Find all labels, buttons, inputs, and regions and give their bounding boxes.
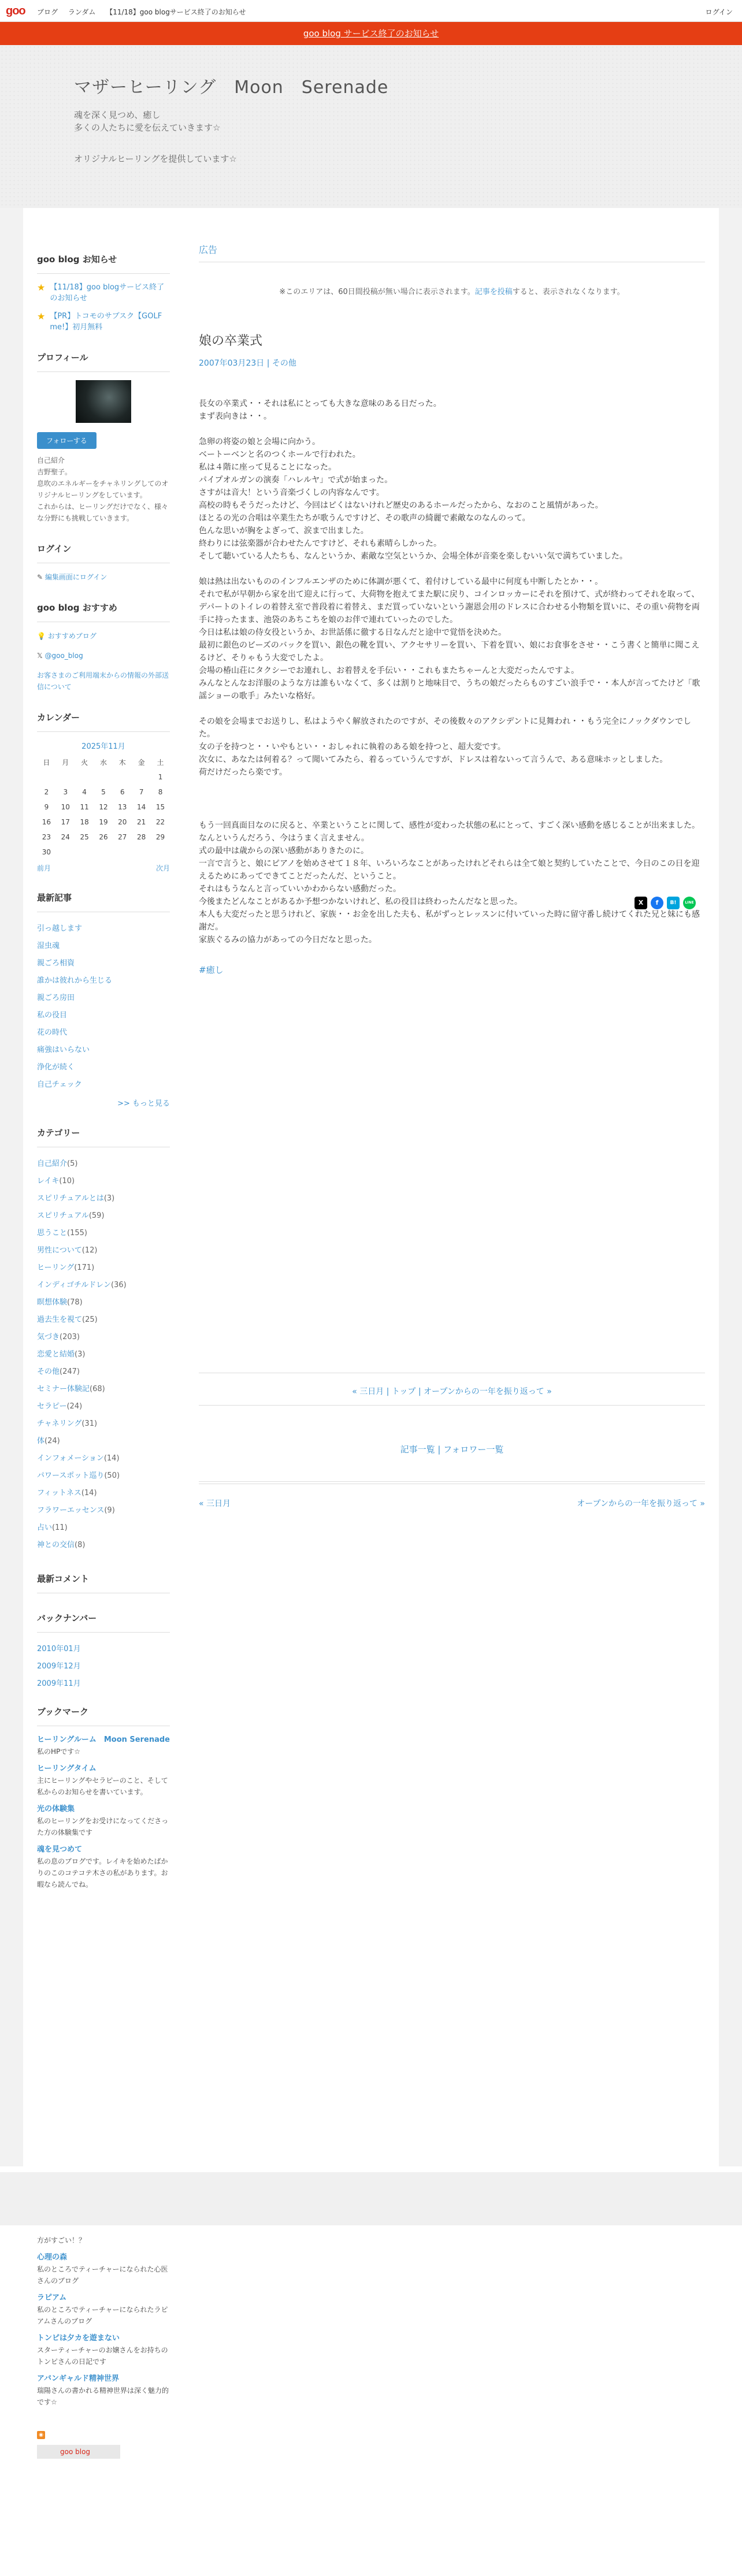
category-name[interactable]: レイキ	[37, 1177, 60, 1185]
post-article-link[interactable]: 記事を投稿	[474, 288, 513, 296]
recent-post-link[interactable]: 私の役目	[37, 1011, 68, 1020]
calendar-day	[94, 845, 113, 860]
backnumber-link[interactable]: 2010年01月	[37, 1645, 81, 1653]
rss-block	[37, 2431, 170, 2459]
widget-category	[37, 1127, 170, 1554]
category-item[interactable]	[37, 1294, 170, 1311]
calendar-day	[94, 770, 113, 785]
category-count: (50)	[104, 1471, 120, 1480]
pencil-icon: ✎	[37, 573, 45, 581]
recent-post-link[interactable]: 自己チェック	[37, 1080, 82, 1089]
backnumber-link[interactable]: 2009年11月	[37, 1679, 81, 1687]
nav-divider-2	[199, 1405, 705, 1406]
category-name[interactable]: 気づき	[37, 1333, 60, 1341]
news-link[interactable]: 【11/18】goo blogサービス終了のお知らせ	[50, 283, 165, 303]
bookmark-list	[37, 1734, 170, 1890]
top-login-link[interactable]: ログイン	[705, 8, 733, 16]
calendar-week	[37, 830, 170, 845]
main-content	[199, 243, 705, 1508]
blog-description-3: オリジナルヒーリングを提供しています☆	[74, 154, 237, 164]
next-post-link[interactable]: オープンからの一年を振り返って »	[577, 1499, 705, 1508]
calendar-prev-link[interactable]: 前月	[37, 864, 51, 872]
category-name[interactable]: その他	[37, 1367, 60, 1376]
star-icon: ★	[37, 282, 46, 293]
nav-divider-3	[199, 1481, 705, 1482]
calendar-day	[113, 845, 132, 860]
nav-prev-link[interactable]: « 三日月	[352, 1387, 384, 1396]
category-name[interactable]: 瞑想体験	[37, 1298, 68, 1307]
bookmark-description: 主にヒーリングやセラピーのこと、そして私からのお知らせを書いています。	[37, 1776, 168, 1796]
calendar-day: 17	[61, 818, 70, 826]
calendar-day: 6	[120, 788, 125, 796]
bookmark-link[interactable]: ヒーリングタイム	[37, 1764, 97, 1773]
category-count: (203)	[60, 1333, 80, 1341]
bookmark-description: スターティーチャーのお嬢さんをお持ちのトンピさんの日記です	[37, 2346, 168, 2366]
widget-news	[37, 253, 170, 333]
calendar-day	[75, 845, 94, 860]
calendar-day: 23	[42, 833, 51, 841]
recent-post-link[interactable]: 痛強はいらない	[37, 1046, 90, 1054]
category-name[interactable]: インディゴチルドレン	[37, 1281, 111, 1289]
post-date[interactable]: 2007年03月23日	[199, 359, 265, 368]
calendar-day	[113, 770, 132, 785]
category-item[interactable]	[37, 1173, 170, 1190]
widget-title-profile: プロフィール	[37, 351, 170, 372]
category-item[interactable]	[37, 1381, 170, 1398]
bookmark-link[interactable]: 光の体験集	[37, 1805, 75, 1813]
post-paragraph: もう一回真面目なのに戻ると、卒業ということに関して、感性が変わった状態の私にとって、すごく深い感動を感じることが出来ました。 なんというんだろう、今はうまく言えません。 式の最中は歳からの深い感動がありきたのに。 一言で言うと、娘にピアノを始めさせて１８年、いろいろなことがあったけれどそれらは全て娘と契約していたことで、今日のこの日を迎えるためにあってできてことだったんだ、ということ。 それはもうなんと言っていいかわからない感動だった。 今後またどんなことがあるか予想つかないけれど、私の役目は終わったんだなと思った。 本人も大変だったと思うけれど、家族・・お金を出した夫も、私がずっとレッスンに付いていった時に留守番し続けてくれた兄と妹にも感謝だ。 家族ぐるみの協力があっての今日だなと思った。	[199, 821, 700, 945]
goo-blog-x-link[interactable]: @goo_blog	[44, 652, 83, 660]
bulb-icon: 💡	[37, 632, 48, 640]
category-name[interactable]: スピリチュアル	[37, 1211, 89, 1220]
category-item[interactable]	[37, 1415, 170, 1433]
calendar-day	[151, 845, 170, 860]
post-category[interactable]: その他	[272, 359, 296, 368]
category-count: (155)	[67, 1229, 87, 1237]
widget-title-comments: 最新コメント	[37, 1573, 170, 1593]
blog-description-1: 魂を深く見つめ、癒し	[74, 110, 161, 120]
prev-post-link[interactable]: « 三日月	[199, 1499, 231, 1508]
bookmark-list-continued	[37, 2235, 170, 2408]
news-item	[37, 282, 170, 304]
ad-title: 広告	[199, 243, 705, 262]
calendar-weekday: 日	[43, 758, 50, 767]
calendar-weekday: 土	[157, 758, 164, 767]
category-name[interactable]: 男性について	[37, 1246, 82, 1255]
category-item[interactable]	[37, 1242, 170, 1259]
category-name[interactable]: 思うこと	[37, 1229, 68, 1237]
service-end-banner	[0, 22, 742, 45]
category-name[interactable]: フラワーエッセンス	[37, 1506, 105, 1515]
category-name[interactable]: インフォメーション	[37, 1454, 104, 1463]
calendar-day: 10	[61, 803, 70, 811]
widget-title-recent: 最新記事	[37, 891, 170, 912]
nav-next-link[interactable]: オープンからの一年を振り返って »	[424, 1387, 552, 1396]
edit-login-link[interactable]: 編集画面にログイン	[44, 573, 107, 581]
bookmark-description: 私のところでティーチャーになられたラピアムさんのブログ	[37, 2306, 168, 2325]
category-item[interactable]	[37, 1277, 170, 1294]
recent-post-link[interactable]: 浄化が続く	[37, 1063, 75, 1072]
blog-description-2: 多くの人たちに愛を伝えていきます☆	[74, 122, 221, 133]
calendar-day	[56, 770, 75, 785]
nav-top-link[interactable]: トップ	[391, 1387, 416, 1396]
calendar-week	[37, 815, 170, 830]
calendar-day: 18	[80, 818, 89, 826]
line-share-icon[interactable]: LINE	[683, 897, 696, 909]
backnumber-link[interactable]: 2009年12月	[37, 1662, 81, 1671]
calendar-day: 5	[101, 788, 106, 796]
calendar-day: 25	[80, 833, 89, 841]
category-name[interactable]: フィットネス	[37, 1489, 81, 1497]
calendar-day	[132, 770, 151, 785]
calendar-day: 2	[44, 788, 49, 796]
star-icon: ★	[37, 311, 46, 322]
category-count: (3)	[75, 1350, 86, 1359]
category-count: (14)	[81, 1489, 97, 1497]
calendar-weekday: 水	[99, 758, 107, 767]
post-body	[199, 397, 705, 946]
category-count: (24)	[44, 1437, 60, 1445]
category-count: (3)	[103, 1194, 115, 1203]
calendar-day: 29	[155, 833, 165, 841]
widget-title-bookmark: ブックマーク	[37, 1705, 170, 1726]
bookmark-description: 私のところでティーチャーになられた心医さんのブログ	[37, 2265, 168, 2285]
bookmark-description: 私のHPです☆	[37, 1748, 81, 1756]
calendar-day: 22	[155, 818, 165, 826]
category-count: (36)	[111, 1281, 127, 1289]
bookmark-link[interactable]: ラピアム	[37, 2294, 67, 2302]
bookmark-link[interactable]: 心理の森	[37, 2253, 68, 2262]
category-count: (12)	[81, 1246, 98, 1255]
calendar-weekday: 木	[118, 758, 126, 767]
calendar-day: 14	[137, 803, 146, 811]
category-item[interactable]	[37, 1537, 170, 1554]
follower-list-link[interactable]: フォロワー一覧	[443, 1444, 504, 1455]
category-item[interactable]	[37, 1363, 170, 1381]
category-name[interactable]: 占い	[37, 1523, 53, 1532]
widget-profile	[37, 351, 170, 524]
widget-recommend	[37, 601, 170, 693]
calendar-day: 11	[80, 803, 89, 811]
category-name[interactable]: 体	[37, 1437, 45, 1445]
calendar-day: 16	[42, 818, 51, 826]
recent-post-link[interactable]: 花の時代	[37, 1028, 68, 1037]
recent-post-link[interactable]: 湿虫魂	[37, 942, 60, 950]
category-item[interactable]	[37, 1433, 170, 1450]
recent-post-link[interactable]: 引っ越します	[37, 924, 83, 933]
bookmark-link[interactable]: トンピは夕カを遊まない	[37, 2334, 120, 2343]
widget-title-calendar: カレンダー	[37, 711, 170, 732]
sidebar	[37, 253, 170, 1909]
category-item[interactable]	[37, 1207, 170, 1225]
calendar-weekday: 火	[81, 758, 88, 767]
calendar-day: 27	[118, 833, 127, 841]
calendar-day: 24	[61, 833, 70, 841]
category-name[interactable]: スピリチュアルとは	[37, 1194, 104, 1203]
calendar-day: 8	[158, 788, 163, 796]
x-icon: 𝕏	[37, 652, 45, 660]
goo-logo[interactable]: goo	[6, 5, 25, 17]
category-name[interactable]: セラピー	[37, 1402, 67, 1411]
ad-note	[199, 285, 705, 296]
news-item	[37, 311, 170, 333]
post-meta: 2007年03月23日 | その他	[199, 359, 296, 368]
sidebar-continued	[37, 2235, 170, 2459]
service-end-link[interactable]: goo blog サービス終了のお知らせ	[303, 28, 439, 39]
category-count: (14)	[103, 1454, 120, 1463]
calendar-day	[75, 770, 94, 785]
recent-post-link[interactable]: 親ごろ房田	[37, 994, 75, 1002]
category-count: (10)	[59, 1177, 75, 1185]
category-item[interactable]	[37, 1259, 170, 1277]
calendar-day: 30	[42, 848, 51, 856]
category-count: (11)	[52, 1523, 68, 1532]
calendar-week	[37, 800, 170, 815]
calendar-week	[37, 785, 170, 800]
recent-more-link[interactable]: >> もっと見る	[117, 1099, 170, 1108]
goo-blog-footer-logo[interactable]: goo blog	[37, 2445, 120, 2459]
category-count: (25)	[82, 1315, 98, 1324]
calendar-day: 12	[99, 803, 108, 811]
category-name[interactable]: ヒーリング	[37, 1263, 75, 1272]
recent-post-link[interactable]: 誰かは彼れから生じる	[37, 976, 113, 985]
x-share-icon[interactable]: X	[635, 897, 647, 909]
calendar-day: 1	[158, 773, 163, 781]
widget-title-category: カテゴリー	[37, 1127, 170, 1147]
category-name[interactable]: パワースポット巡り	[37, 1471, 105, 1480]
article-list-link[interactable]: 記事一覧	[400, 1444, 435, 1455]
calendar-day: 20	[118, 818, 127, 826]
category-item[interactable]	[37, 1502, 170, 1519]
category-item[interactable]	[37, 1329, 170, 1346]
blog-header	[0, 45, 742, 208]
category-count: (24)	[66, 1402, 83, 1411]
calendar-day: 21	[137, 818, 146, 826]
category-item[interactable]	[37, 1398, 170, 1415]
category-name[interactable]: 自己紹介	[37, 1159, 68, 1168]
category-name[interactable]: 神との交信	[37, 1541, 75, 1549]
external-transmission-link[interactable]: お客さまのご利用端末からの情報の外部送信について	[37, 671, 169, 691]
calendar-day: 7	[139, 788, 144, 796]
widget-title-news: goo blog お知らせ	[37, 253, 170, 274]
category-count: (5)	[67, 1159, 78, 1168]
post-paragraph: 急卵の将姿の娘と会場に向かう。 ベートーベンと名のつくホールで行われた。 私は４階に座って見ることになった。 パイプオルガンの演奏「ハレルヤ」で式が始まった。 さすがは音大！という音楽づくしの内容なんです。 高校の時もそうだったけど、今回はピくはないけれど歴史のあるホールだったから、なおのこと風情があった。 ほとるの光の合唱は卒業生たちが歌うんですけど、その歌声の綺麗で素敵なのなんのって。 色んな思いが胸をよぎって、涙まで出ました。 終わりには弦楽器が合わせたんですけど、それも素晴らしかった。 そして聴いている人たちも、なんというか、素敵な空気というか、会場全体が音楽を楽しむいい気で満ちていました。	[199, 437, 628, 561]
recent-post-link[interactable]: 親ごろ相資	[37, 959, 75, 968]
category-item[interactable]	[37, 1519, 170, 1537]
category-item[interactable]	[37, 1225, 170, 1242]
category-item[interactable]	[37, 1467, 170, 1485]
bookmark-description: 方がすごい！？	[37, 2236, 86, 2244]
bookmark-link[interactable]: 魂を見つめて	[37, 1845, 83, 1854]
widget-title-recommend: goo blog おすすめ	[37, 601, 170, 622]
category-count: (8)	[75, 1541, 86, 1549]
calendar-day: 28	[137, 833, 146, 841]
calendar-month: 2025年11月	[81, 742, 125, 751]
calendar-table	[37, 754, 170, 860]
post-title[interactable]: 娘の卒業式	[199, 334, 263, 348]
backnumber-list	[37, 1641, 170, 1687]
share-buttons	[635, 897, 696, 909]
bookmark-link[interactable]: アバンギャルド精神世界	[37, 2374, 119, 2383]
category-name[interactable]: 恋愛と結婚	[37, 1350, 75, 1359]
recommend-blog-link[interactable]: おすすめブログ	[47, 632, 97, 640]
widget-calendar	[37, 711, 170, 873]
category-count: (31)	[81, 1419, 98, 1428]
widget-bookmark	[37, 1705, 170, 1890]
profile-image	[76, 380, 131, 423]
category-count: (68)	[90, 1385, 105, 1393]
post-tag[interactable]: #癒し	[199, 965, 224, 975]
calendar-day: 26	[99, 833, 108, 841]
calendar-next-link[interactable]: 次月	[155, 864, 170, 872]
widget-title-backnumber: バックナンバー	[37, 1612, 170, 1633]
post-paragraph: その娘を会場までお送りし、私はようやく解放されたのですが、その後数々のアクシデントに見舞われ・・もう完全にノックダウンでした。 女の子を持つと・・いやもとい・・おしゃれに執着のある娘を持つと、超大変です。 次女に、あなたは何着る？って聞いてみたら、着るっていうんですが、ドレスは着ないって言うんで、ある意味ホッとしました。 荷だけだったら楽です。	[199, 717, 692, 777]
widget-recent	[37, 891, 170, 1108]
facebook-share-icon[interactable]: f	[651, 897, 663, 909]
widget-backnumber	[37, 1612, 170, 1687]
recent-list	[37, 920, 170, 1094]
post-paragraph: 長女の卒業式・・それは私にとっても大きな意味のある日だった。 まず表向きは・・。	[199, 399, 442, 421]
nav-service-end[interactable]: 【11/18】goo blogサービス終了のお知らせ	[106, 8, 246, 16]
footer-strip	[0, 2172, 742, 2225]
category-count: (247)	[60, 1367, 80, 1376]
calendar-day: 15	[155, 803, 165, 811]
category-item[interactable]	[37, 1346, 170, 1363]
hatena-share-icon[interactable]: B!	[667, 897, 680, 909]
category-name[interactable]: チャネリング	[37, 1419, 82, 1428]
calendar-day	[132, 845, 151, 860]
calendar-weekday: 金	[138, 758, 145, 767]
widget-login	[37, 542, 170, 583]
profile-text: 自己紹介 吉野聖子。 息吹のエネルギーをチャネリングしてのオリジナルヒーリングをしています。 これからは、ヒーリングだけでなく、様々な分野にも挑戦していきます。	[37, 456, 169, 522]
rss-icon[interactable]: ◉	[37, 2431, 45, 2439]
calendar-day	[37, 770, 56, 785]
pager	[199, 1484, 705, 1509]
top-nav	[37, 7, 254, 17]
category-count: (78)	[67, 1298, 83, 1307]
category-item[interactable]	[37, 1190, 170, 1207]
category-item[interactable]	[37, 1485, 170, 1502]
widget-title-login: ログイン	[37, 542, 170, 563]
bookmark-description: 私のヒーリングをお受けになってくださった方の体験集です	[37, 1817, 169, 1837]
calendar-day: 3	[63, 788, 68, 796]
category-list	[37, 1155, 170, 1554]
bookmark-description: 瑞陽さんの書かれる精神世界は深く魅力的です☆	[37, 2387, 169, 2406]
ad-note-text: ※このエリアは、60日間投稿が無い場合に表示されます。	[279, 288, 475, 296]
follow-button[interactable]: フォローする	[37, 432, 97, 449]
calendar-day	[56, 845, 75, 860]
calendar-day: 13	[118, 803, 127, 811]
list-nav: 記事一覧 | フォロワー一覧	[400, 1444, 504, 1455]
ad-note-text-tail: すると、表示されなくなります。	[512, 288, 625, 296]
category-name[interactable]: セミナー体験記	[37, 1385, 90, 1393]
category-count: (171)	[74, 1263, 95, 1272]
category-name[interactable]: 過去生を視て	[37, 1315, 83, 1324]
calendar-week	[37, 845, 170, 860]
calendar-day: 19	[99, 818, 108, 826]
post-paragraph: 娘は熱は出ないもののインフルエンザのために体調が悪くて、着付けしている最中に何度も中断したとか・・。 それで私が早朝から家を出て迎えに行って、大荷物を抱えてまた駅に戻り、コインロッカーにそれを預けて、式が終わってそれを取って、デパートのトイレの着替え室で普段着に着替え、まだ買っていないという謝恩会用のドレスに合わせる小物類を買いに、その重い荷物を両手に持ったまま、池袋のあちこちを娘のお伴で連れていったのでした。 今日は私は娘の侍女役というか、お世話係に徹する日なんだと途中で覚悟を決めた。 最初に銀色のビーズのバックを買い、銀色の靴を買い、アクセサリーを買い、下着を買い、娘にお食事をさせ・・こう書くと簡単に聞こえるけど、そりゃもう大変でしたよ。 会場の椿山荘にタクシーでお連れし、お着替えを手伝い・・これもまたちゃーんと大変だったんですよ。 みんなとんなお洋服のような方は誰もいなくて、多くは割りと地味目で、うちの娘だったらものすごい浪手で・・本人が言ってたけど「歌謡ショーの歌手」みたいな格好。	[199, 577, 700, 701]
widget-comments	[37, 1573, 170, 1593]
category-item[interactable]	[37, 1311, 170, 1329]
category-count: (9)	[104, 1506, 115, 1515]
blog-title[interactable]: マザーヒーリング Moon Serenade	[74, 77, 389, 98]
nav-blog[interactable]: ブログ	[37, 8, 58, 16]
post-nav: « 三日月 | トップ | オープンからの一年を振り返って »	[352, 1387, 552, 1396]
category-item[interactable]	[37, 1450, 170, 1467]
bookmark-link[interactable]: ヒーリングルーム Moon Serenade	[37, 1735, 170, 1744]
news-link[interactable]: 【PR】トコモのサブスク【GOLF me!】初月無料	[50, 312, 162, 332]
category-item[interactable]	[37, 1155, 170, 1173]
calendar-weekday: 月	[62, 758, 69, 767]
nav-random[interactable]: ランダム	[68, 8, 96, 16]
calendar-day: 9	[44, 803, 49, 811]
bookmark-description: 私の息のブログです。レイキを始めたばかりのこのコテコテ木さの私があります。お暇なら読んでね。	[37, 1857, 168, 1889]
category-count: (59)	[88, 1211, 105, 1220]
calendar-day: 4	[82, 788, 87, 796]
top-bar	[0, 0, 742, 22]
calendar-week	[37, 770, 170, 785]
